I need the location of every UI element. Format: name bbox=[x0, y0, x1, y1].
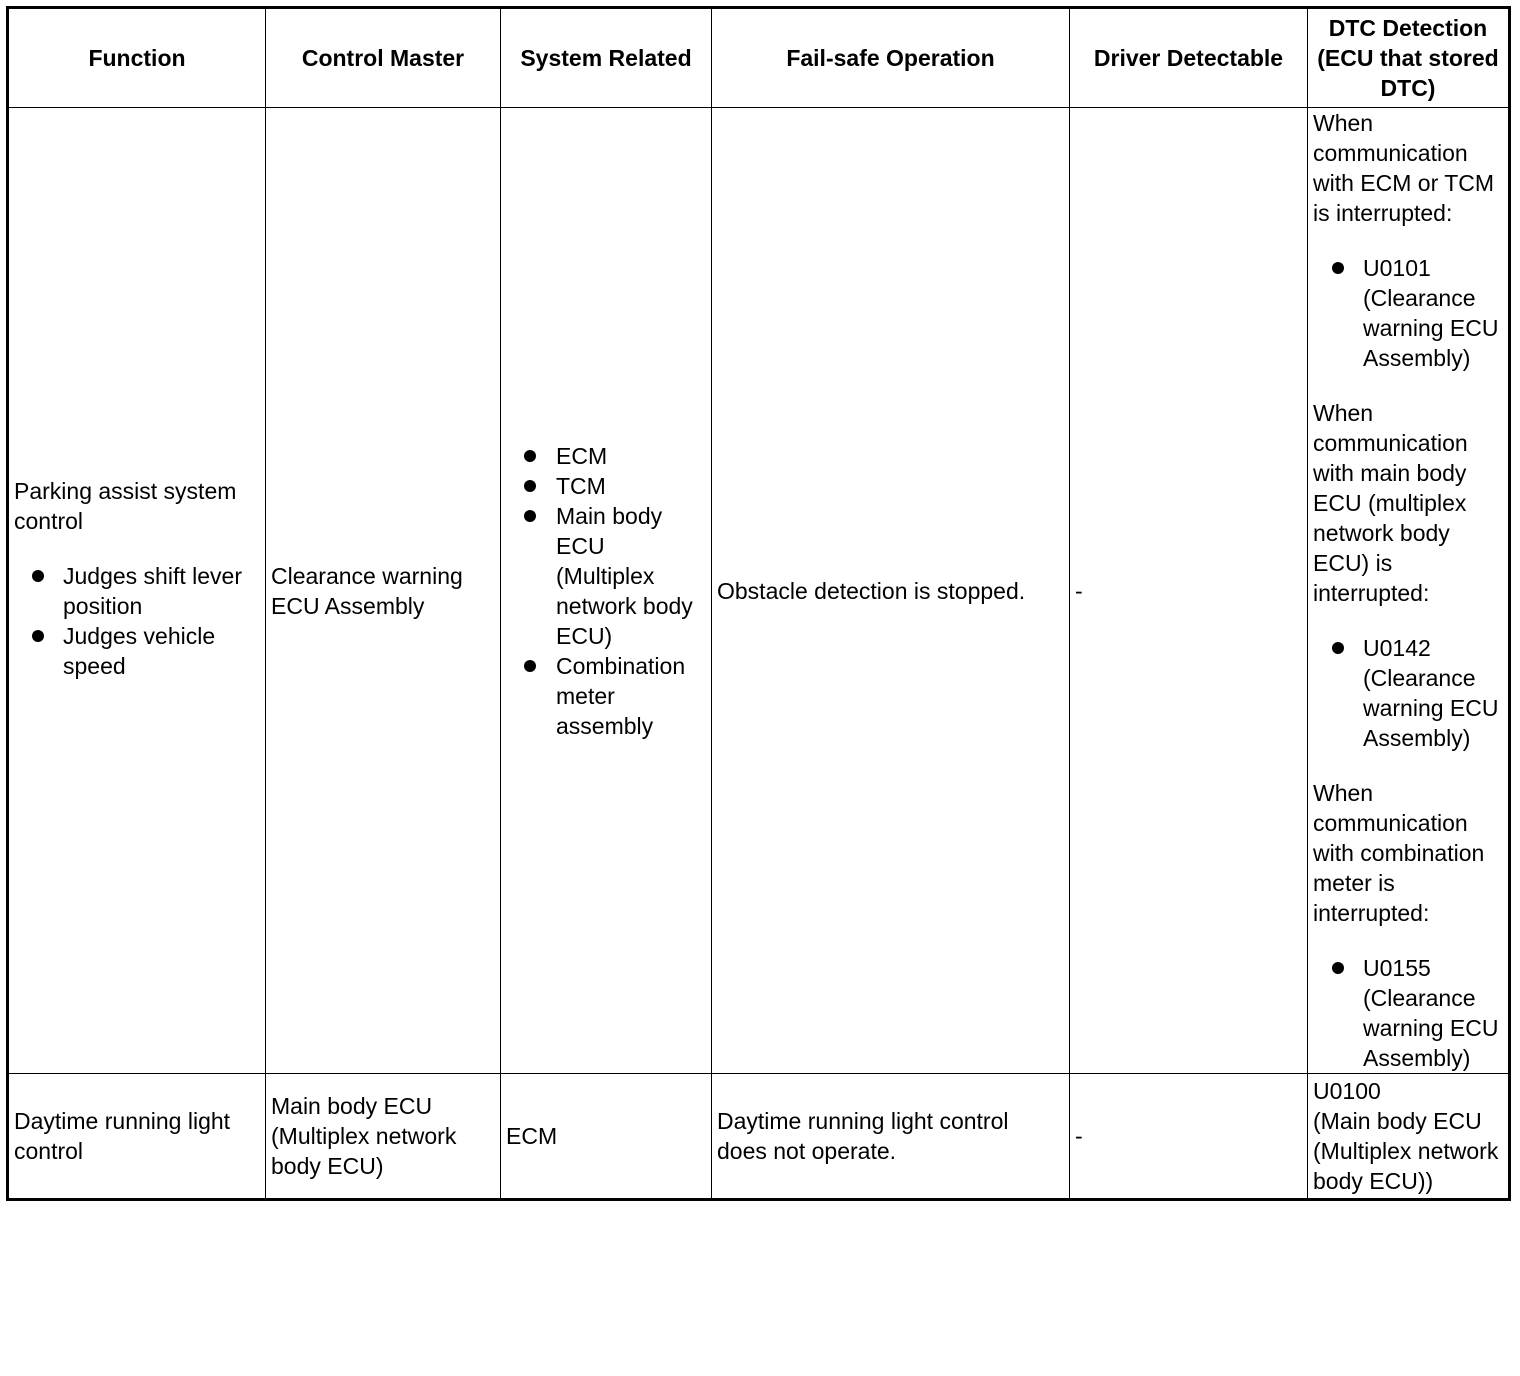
system-related-cell bbox=[501, 108, 712, 1074]
function-subitems bbox=[14, 561, 260, 681]
dtc-cell bbox=[1308, 108, 1510, 1074]
system-related-list bbox=[506, 441, 706, 741]
list-item: Judges vehicle speed bbox=[14, 621, 260, 681]
driver-detectable-cell: - bbox=[1070, 1074, 1308, 1200]
dtc-condition: When communication with ECM or TCM is interrupted: bbox=[1313, 110, 1495, 226]
list-item: TCM bbox=[506, 471, 706, 501]
system-related-cell: ECM bbox=[501, 1074, 712, 1200]
function-title: Parking assist system control bbox=[14, 477, 237, 534]
dtc-condition: When communication with combination meter is interrupted: bbox=[1313, 780, 1485, 926]
dtc-code: U0155 (Clearance warning ECU Assembly) bbox=[1313, 953, 1503, 1073]
dtc-condition: When communication with main body ECU (multiplex network body ECU) is interrupted: bbox=[1313, 400, 1468, 606]
dtc-code: U0101 (Clearance warning ECU Assembly) bbox=[1313, 253, 1503, 373]
header-function: Function bbox=[8, 8, 266, 108]
driver-detectable-cell: - bbox=[1070, 108, 1308, 1074]
dtc-cell: U0100 (Main body ECU (Multiplex network body ECU)) bbox=[1308, 1074, 1510, 1200]
dtc-code: U0142 (Clearance warning ECU Assembly) bbox=[1313, 633, 1503, 753]
header-failsafe-operation: Fail-safe Operation bbox=[712, 8, 1070, 108]
failsafe-cell: Obstacle detection is stopped. bbox=[712, 108, 1070, 1074]
list-item: ECM bbox=[506, 441, 706, 471]
table-row bbox=[8, 1074, 1510, 1200]
header-row bbox=[8, 8, 1510, 108]
control-master-cell: Clearance warning ECU Assembly bbox=[266, 108, 501, 1074]
list-item: Combination meter assembly bbox=[506, 651, 706, 741]
dtc-code-list bbox=[1313, 953, 1503, 1073]
communication-function-table bbox=[6, 6, 1511, 1201]
header-system-related: System Related bbox=[501, 8, 712, 108]
header-control-master: Control Master bbox=[266, 8, 501, 108]
dtc-code-list bbox=[1313, 253, 1503, 373]
function-cell bbox=[8, 108, 266, 1074]
header-dtc-detection: DTC Detection (ECU that stored DTC) bbox=[1308, 8, 1510, 108]
header-driver-detectable: Driver Detectable bbox=[1070, 8, 1308, 108]
control-master-cell: Main body ECU (Multiplex network body ECU) bbox=[266, 1074, 501, 1200]
list-item: Judges shift lever position bbox=[14, 561, 260, 621]
list-item: Main body ECU (Multiplex network body ECU) bbox=[506, 501, 706, 651]
table-row bbox=[8, 108, 1510, 1074]
function-cell: Daytime running light control bbox=[8, 1074, 266, 1200]
dtc-code-list bbox=[1313, 633, 1503, 753]
failsafe-cell: Daytime running light control does not operate. bbox=[712, 1074, 1070, 1200]
